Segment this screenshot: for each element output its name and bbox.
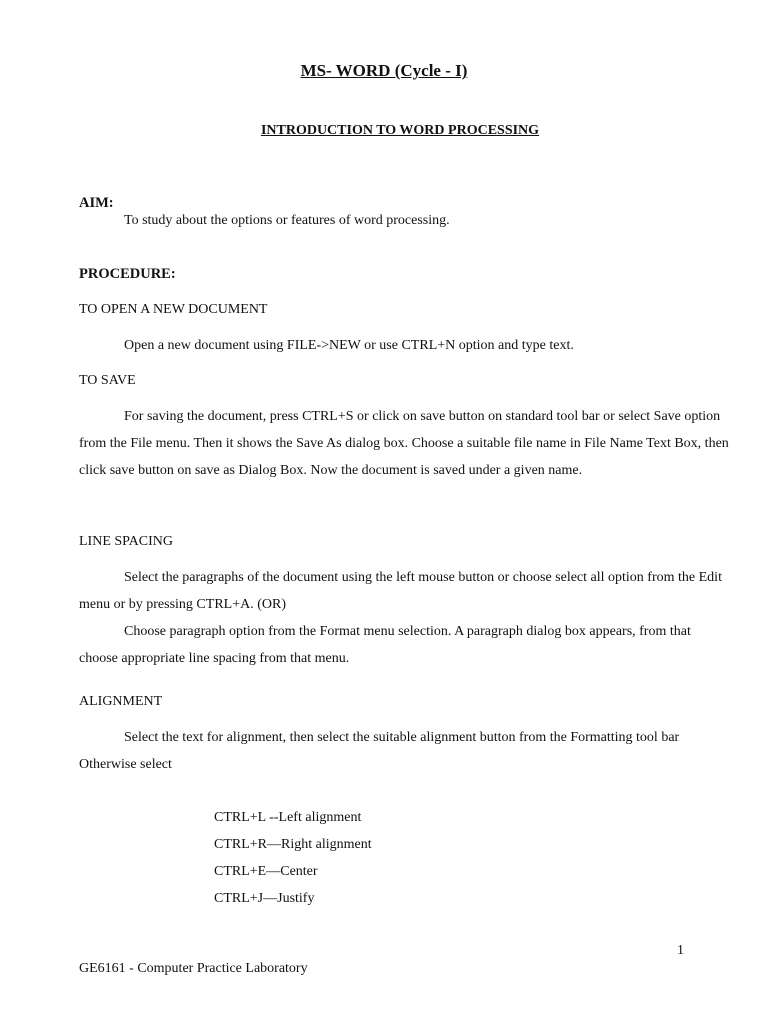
line-spacing-text-2: Choose paragraph option from the Format menu selection. A paragraph dialog box appears, from that choose appropriate line spacing from that menu. [79,624,691,666]
footer-text: GE6161 - Computer Practice Laboratory [79,961,308,976]
line-spacing-text-1: Select the paragraphs of the document using the left mouse button or choose select all option from the Edit menu or by pressing CTRL+A. (OR) [79,570,722,612]
shortcut-left: CTRL+L --Left alignment [214,810,362,825]
alignment-text: Select the text for alignment, then select the suitable alignment button from the Formatting tool bar Otherwise select [79,730,680,772]
save-text: For saving the document, press CTRL+S or click on save button on standard tool bar or select Save option from the File menu. Then it shows the Save As dialog box. Choose a suitable file name in File Name Text Box, then click save button on save as Dialog Box. Now the document is saved under a given name. [79,409,729,478]
alignment-paragraph [79,724,729,778]
document-title: MS- WORD (Cycle - I) [300,61,468,80]
line-spacing-paragraph-2 [79,618,729,672]
open-doc-heading: TO OPEN A NEW DOCUMENT [79,302,268,317]
shortcut-center: CTRL+E—Center [214,864,318,879]
shortcut-right: CTRL+R—Right alignment [214,837,372,852]
save-heading: TO SAVE [79,373,136,388]
alignment-heading: ALIGNMENT [79,694,163,709]
aim-label: AIM: [79,195,114,211]
aim-text: To study about the options or features of word processing. [124,213,450,228]
save-paragraph [79,403,729,484]
page-number: 1 [677,943,684,958]
shortcut-justify: CTRL+J—Justify [214,891,315,906]
open-doc-text: Open a new document using FILE->NEW or use CTRL+N option and type text. [124,338,574,353]
line-spacing-heading: LINE SPACING [79,534,173,549]
procedure-label: PROCEDURE: [79,266,176,282]
document-subtitle: INTRODUCTION TO WORD PROCESSING [260,123,540,138]
line-spacing-paragraph-1 [79,564,729,618]
